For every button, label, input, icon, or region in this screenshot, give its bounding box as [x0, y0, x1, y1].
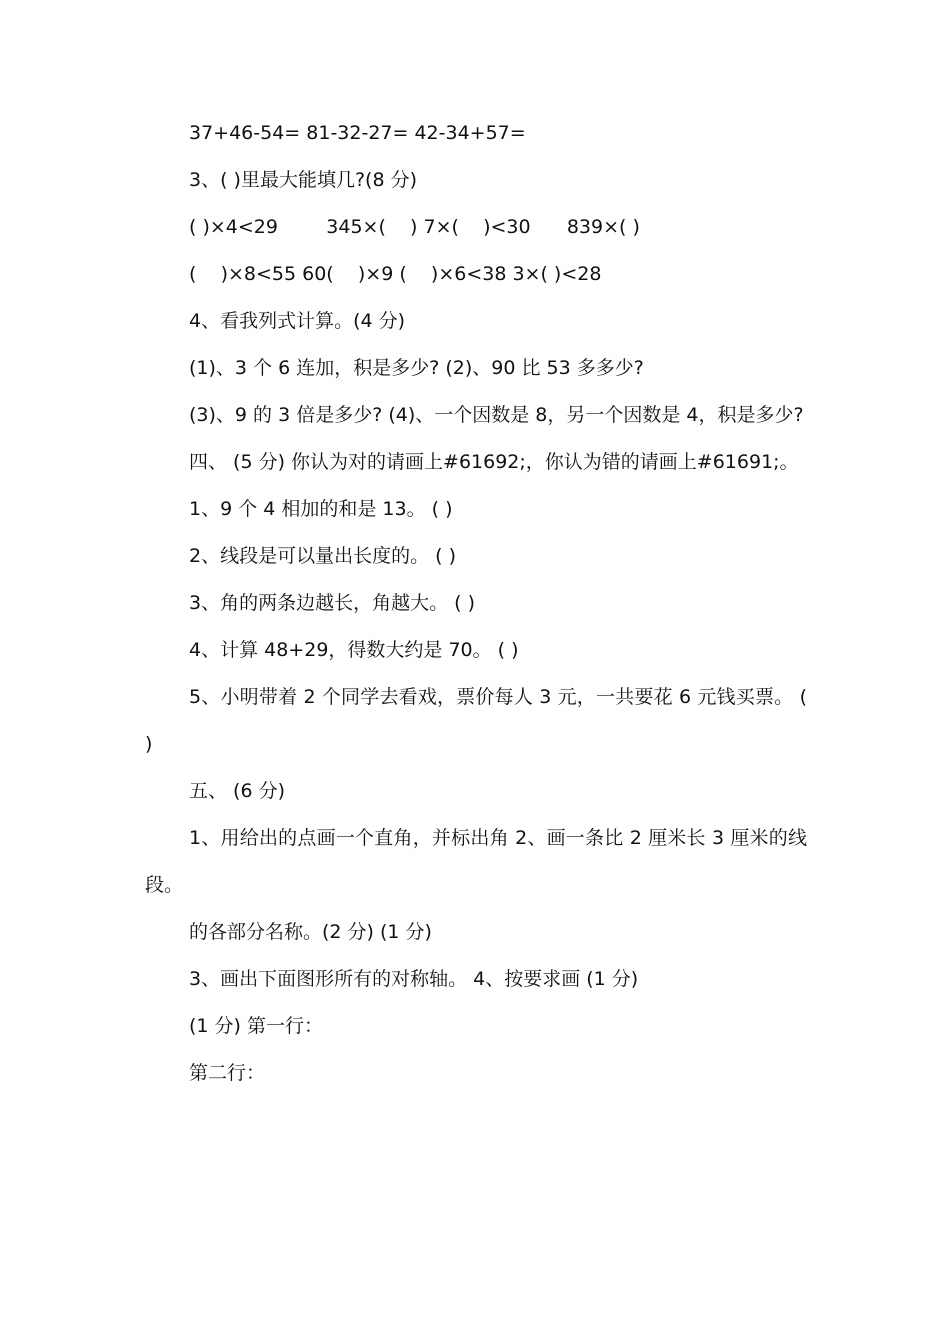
text-line: 4、计算 48+29，得数大约是 70。 ( ) — [189, 639, 519, 661]
text-line: ( )×4<29 345×( ) 7×( )<30 839×( ) — [189, 216, 640, 238]
text-line: 3、( )里最大能填几?(8 分) — [189, 169, 417, 191]
text-line: 1、9 个 4 相加的和是 13。 ( ) — [189, 498, 453, 520]
document-body — [145, 110, 814, 1097]
text-line: 4、看我列式计算。(4 分) — [189, 310, 406, 332]
text-line: (1)、3 个 6 连加，积是多少? (2)、90 比 53 多多少? — [189, 357, 644, 379]
text-paragraph: 5、小明带着 2 个同学去看戏，票价每人 3 元，一共要花 6 元钱买票。 ( ) — [145, 686, 814, 755]
text-line: 第二行： — [189, 1062, 266, 1084]
text-line: 五、 (6 分) — [189, 780, 285, 802]
text-paragraph: 四、 (5 分) 你认为对的请画上#61692;，你认为错的请画上#61691;。 — [189, 451, 799, 473]
text-paragraph: 1、用给出的点画一个直角，并标出角 2、画一条比 2 厘米长 3 厘米的线段。 — [145, 827, 807, 896]
text-line: 3、角的两条边越长，角越大。 ( ) — [189, 592, 475, 614]
text-line: ( )×8<55 60( )×9 ( )×6<38 3×( )<28 — [189, 263, 602, 285]
text-paragraph: (3)、9 的 3 倍是多少? (4)、一个因数是 8，另一个因数是 4，积是多少? — [189, 404, 804, 426]
text-line: 3、画出下面图形所有的对称轴。 4、按要求画 (1 分) — [189, 968, 639, 990]
text-line: (1 分) 第一行： — [189, 1015, 323, 1037]
text-line: 37+46-54= 81-32-27= 42-34+57= — [189, 122, 526, 144]
text-line: 的各部分名称。(2 分) (1 分) — [189, 921, 432, 943]
text-line: 2、线段是可以量出长度的。 ( ) — [189, 545, 456, 567]
